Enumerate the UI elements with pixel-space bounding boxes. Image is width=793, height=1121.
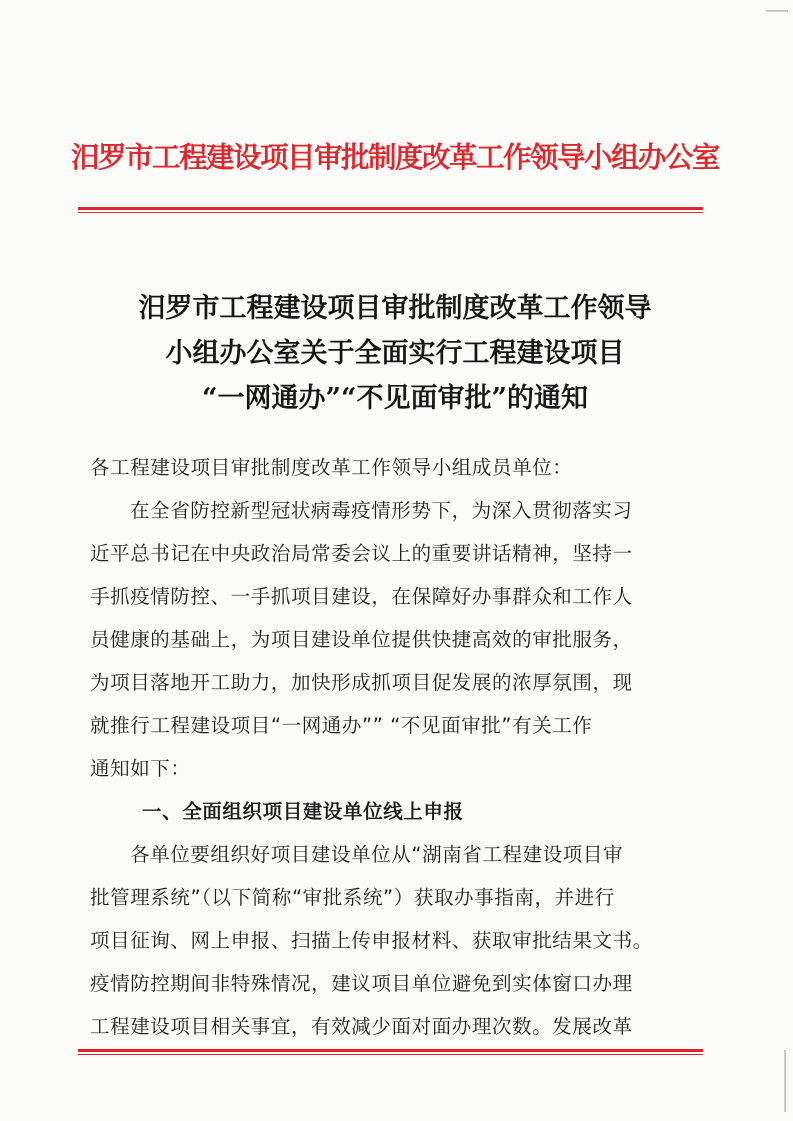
body-line: 批管理系统”（以下简称“审批系统”）获取办事指南，并进行 <box>90 886 615 909</box>
body-line: 工程建设项目相关事宜，有效减少面对面办理次数。发展改革 <box>90 1015 633 1038</box>
document-title <box>80 286 710 421</box>
section-heading-1: 一、全面组织项目建设单位线上申报 <box>142 800 464 823</box>
body-line: 通知如下： <box>90 757 191 780</box>
scan-edge-top-right <box>766 10 788 12</box>
body-line: 近平总书记在中央政治局常委会议上的重要讲话精神，坚持一 <box>90 542 633 565</box>
salutation: 各工程建设项目审批制度改革工作领导小组成员单位： <box>90 456 573 479</box>
title-line-1: 汨罗市工程建设项目审批制度改革工作领导 <box>138 293 652 324</box>
body-line: 疫情防控期间非特殊情况，建议项目单位避免到实体窗口办理 <box>90 972 633 995</box>
body-line: 项目征询、网上申报、扫描上传申报材料、获取审批结果文书。 <box>90 929 653 952</box>
body-line: 为项目落地开工助力，加快形成抓项目促发展的浓厚氛围，现 <box>90 671 633 694</box>
body-line: 在全省防控新型冠状病毒疫情形势下，为深入贯彻落实习 <box>130 499 633 522</box>
scan-edge-right <box>784 1050 786 1112</box>
body-line: 各单位要组织好项目建设单位从“湖南省工程建设项目审 <box>130 843 624 866</box>
red-header-rule <box>78 207 703 213</box>
body-line: 手抓疫情防控、一手抓项目建设，在保障好办事群众和工作人 <box>90 585 633 608</box>
body-line: 员健康的基础上，为项目建设单位提供快捷高效的审批服务， <box>90 628 633 651</box>
title-line-2: 小组办公室关于全面实行工程建设项目 <box>165 338 625 369</box>
red-footer-rule <box>78 1049 703 1055</box>
red-header-org-name: 汨罗市工程建设项目审批制度改革工作领导小组办公室 <box>70 140 719 174</box>
body-line: 就推行工程建设项目“一网通办”” “不见面审批”有关工作 <box>90 714 593 737</box>
title-line-3: “一网通办”“不见面审批”的通知 <box>201 383 589 414</box>
